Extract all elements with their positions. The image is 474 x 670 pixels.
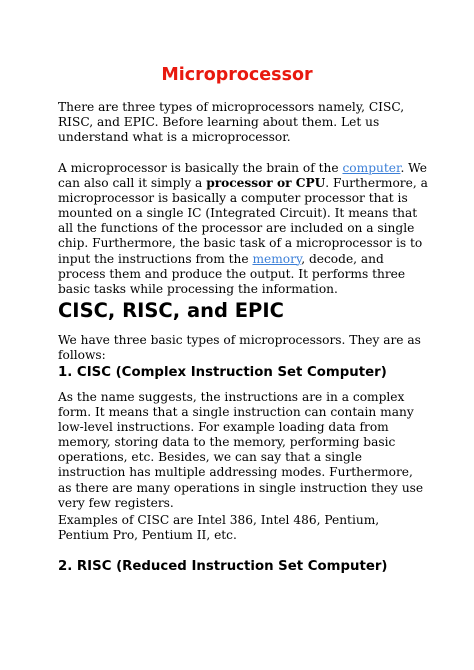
definition-text-2: . We can also call it simply a [58,161,427,191]
document-title: Microprocessor [161,65,313,85]
definition-text-1: A microprocessor is basically the brain of the [58,161,343,175]
risc-heading: 2. RISC (Reduced Instruction Set Computer) [58,559,388,574]
section-intro-paragraph: We have three basic types of microprocessors. They are as follows: [58,333,421,363]
definition-paragraph [58,161,428,297]
memory-link[interactable]: memory [252,251,302,266]
computer-link[interactable]: computer [342,161,401,175]
cisc-heading: 1. CISC (Complex Instruction Set Computer) [58,365,387,380]
cisc-body-paragraph: As the name suggests, the instructions are in a complex form. It means that a single instruction can contain many low-level instructions. For example loading data from memory, storing data to the memory, performing basic operations, etc. Besides, we can say that a single instruction has multiple addressing modes. Furthermore, as there are many operations in single instruction they use very few registers. [58,390,424,510]
processor-cpu-bold: processor or CPU [206,176,326,191]
definition-text-3: . Furthermore, a microprocessor is basically a computer processor that is mounted on a single IC (Integrated Circuit). It means that all the functions of the processor are included on a single chip. Furthermore, the basic task of a microprocessor is to input the instructions from the [58,176,428,266]
cisc-examples-paragraph: Examples of CISC are Intel 386, Intel 486, Pentium, Pentium Pro, Pentium II, etc. [58,513,380,543]
section-heading: CISC, RISC, and EPIC [58,299,284,322]
intro-paragraph: There are three types of microprocessors namely, CISC, RISC, and EPIC. Before learning about them. Let us understand what is a microprocessor. [58,100,405,145]
definition-text-4: , decode, and process them and produce the output. It performs three basic tasks while processing the information. [58,251,406,296]
